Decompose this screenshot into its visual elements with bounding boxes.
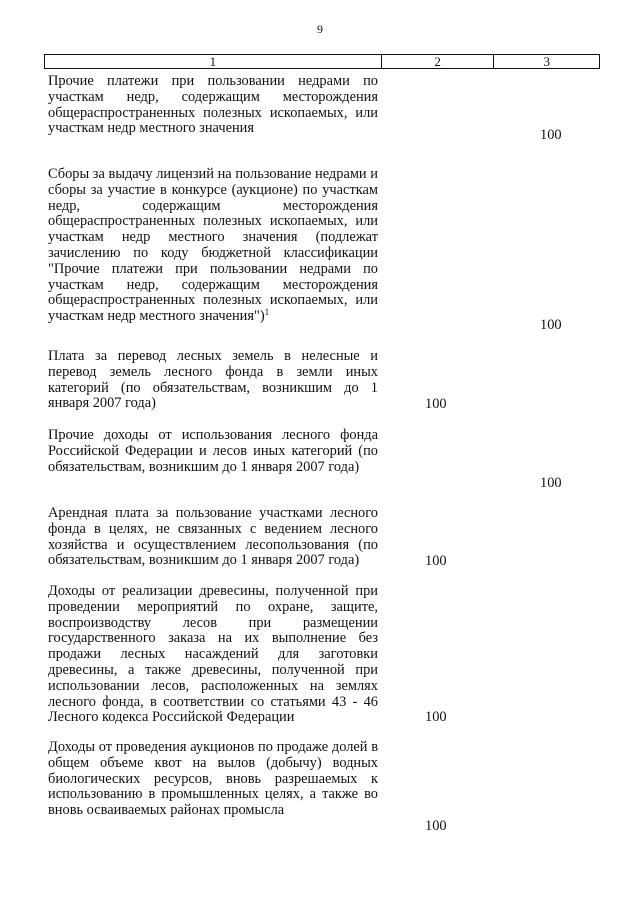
row-7-col2-value: 100 xyxy=(425,818,447,834)
column-header-3: 3 xyxy=(543,54,550,69)
row-6-col2-value: 100 xyxy=(425,709,447,725)
row-2-footnote-marker: 1 xyxy=(264,307,270,318)
row-4-col3-value: 100 xyxy=(540,475,562,491)
table-header xyxy=(44,54,600,69)
column-header-1: 1 xyxy=(45,55,382,68)
row-2-text: Сборы за выдачу лицензий на пользование недрами и сборы за участие в конкурсе (аукционе) по участкам недр, содержащим месторождения общераспространенных полезных ископаемых, или участкам недр местного значения (подлежат зачислению по коду бюджетной классификации "Прочие платежи при пользовании недрами по участкам недр, содержащим месторождения общераспространенных полезных ископаемых, или участкам недр местного значения") xyxy=(48,166,378,325)
row-1-col3-value: 100 xyxy=(540,127,562,143)
row-3-description: Плата за перевод лесных земель в нелесные и перевод земель лесного фонда в земли иных категорий (по обязательствам, возникшим до 1 января 2007 года) xyxy=(48,348,378,412)
row-3-col2-value: 100 xyxy=(425,396,447,412)
row-5-col2-value: 100 xyxy=(425,553,447,569)
row-5-description: Арендная плата за пользование участками лесного фонда в целях, не связанных с ведением лесного хозяйства и осуществлением лесопользования (по обязательствам, возникшим до 1 января 2007 года) xyxy=(48,505,378,569)
row-7-description: Доходы от проведения аукционов по продаже долей в общем объеме квот на вылов (добычу) водных биологических ресурсов, вновь разрешаемых к использованию в промышленных целях, а также во вновь осваиваемых районах промысла xyxy=(48,739,378,819)
row-2-description xyxy=(48,167,378,325)
row-1-description: Прочие платежи при пользовании недрами по участкам недр, содержащим месторождения общераспространенных полезных ископаемых, или участкам недр местного значения xyxy=(48,73,378,137)
row-6-description: Доходы от реализации древесины, полученной при проведении мероприятий по охране, защите, воспроизводству лесов при размещении государственного заказа на их выполнение без продажи лесных насаждений для заготовки древесины, а также древесины, полученной при использовании лесов, расположенных на землях лесного фонда, в соответствии со статьями 43 - 46 Лесного кодекса Российской Федерации xyxy=(48,583,378,726)
page-number: 9 xyxy=(317,22,323,36)
row-2-col3-value: 100 xyxy=(540,317,562,333)
row-4-description: Прочие доходы от использования лесного фонда Российской Федерации и лесов иных категорий (по обязательствам, возникшим до 1 января 2007 года) xyxy=(48,427,378,475)
column-header-2: 2 xyxy=(382,55,495,68)
